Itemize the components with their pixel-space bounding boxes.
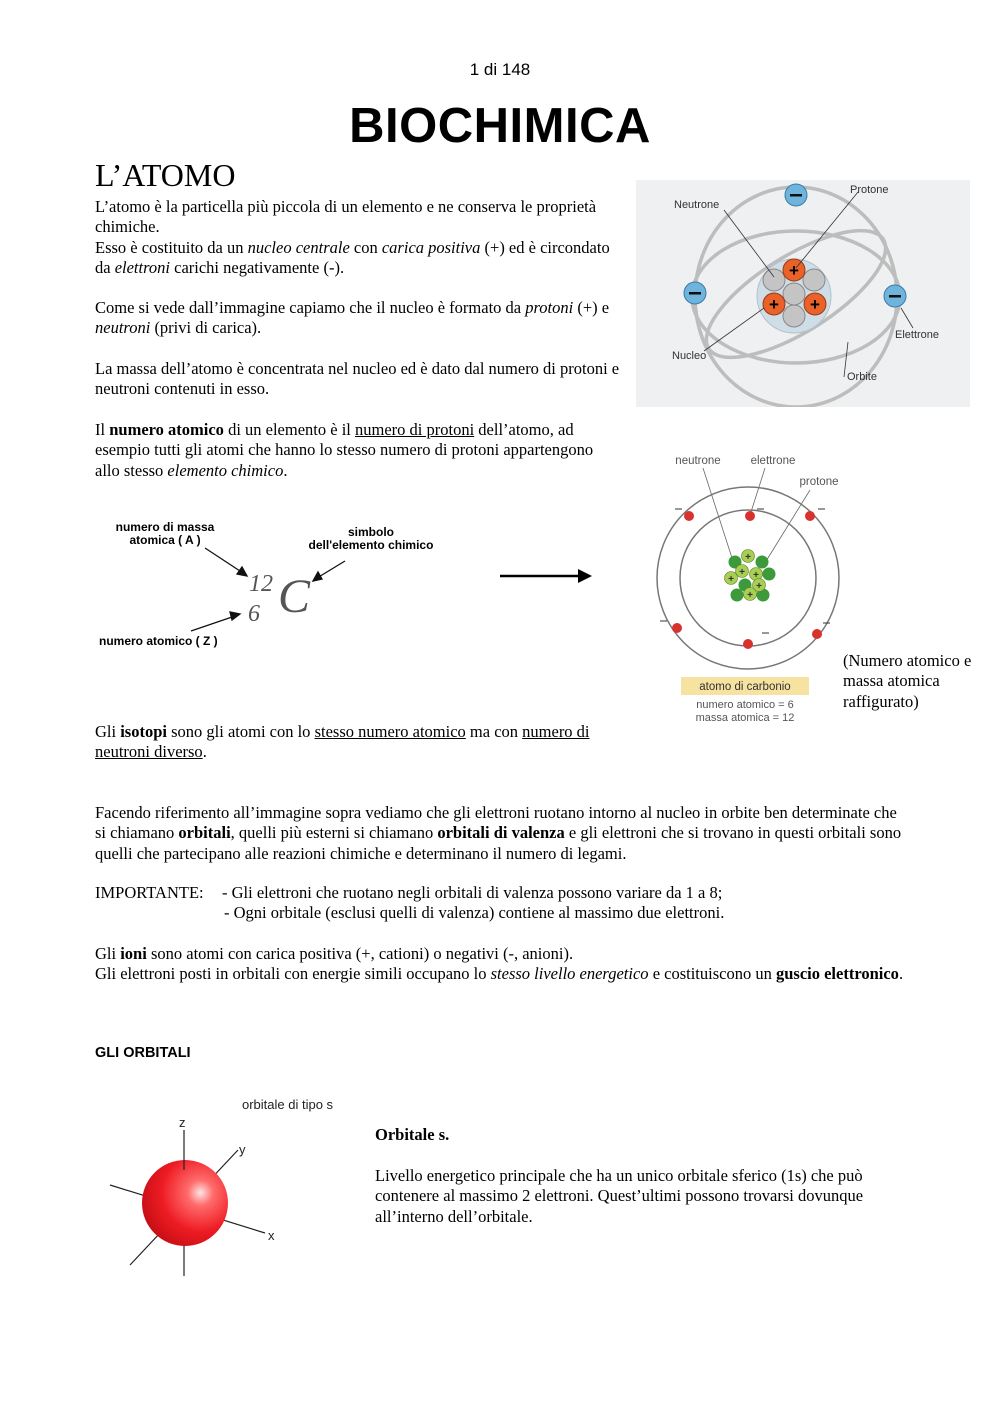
text-fragment: ma con: [465, 722, 523, 741]
text-fragment: sono atomi con carica positiva (+, cationi) o negativi (-, anioni).: [146, 944, 574, 963]
label-symbol-line2: dell'elemento chimico: [308, 538, 434, 552]
axis-label-x: x: [268, 1228, 275, 1243]
label-mass-number-line2: atomica ( A ): [129, 533, 201, 547]
orbit-inner: [680, 510, 816, 646]
electron: [745, 511, 755, 521]
svg-text:+: +: [728, 574, 734, 585]
neutron: [763, 269, 785, 291]
neutron: [783, 305, 805, 327]
italic-term: nucleo centrale: [247, 237, 350, 257]
axis-label-z: z: [179, 1115, 186, 1130]
label-protone: protone: [799, 476, 839, 488]
text-fragment: di un elemento è il: [223, 420, 355, 439]
page-number: 1 di 148: [469, 60, 531, 79]
label-neutrone: Neutrone: [674, 199, 720, 211]
atom-intro-paragraph: [95, 197, 620, 278]
important-label: IMPORTANTE:: [95, 883, 204, 902]
text-fragment: sono gli atomi con lo: [166, 722, 315, 741]
s-orbital-figure: [100, 1090, 370, 1280]
isotope-notation-figure: [95, 515, 455, 655]
text-fragment: e gli elettroni che si trovano in questi orbitali sono quelli che partecipano alle reazioni chimiche e determinano il numero di legami.: [95, 823, 902, 863]
text-fragment: .: [283, 460, 288, 480]
neutron: [803, 269, 825, 291]
bold-term: orbitali di valenza: [437, 823, 565, 843]
atomic-number-paragraph: [95, 420, 620, 481]
plus-sign: +: [789, 261, 799, 280]
orbital-s-description: Livello energetico principale che ha un unico orbitale sferico (1s) che può contenere al massimo 2 elettroni. Quest’ultimi possono trovarsi dovunque all’interno dell’orbitale.: [375, 1166, 864, 1226]
label-mass-number-line1: numero di massa: [115, 520, 215, 534]
text-fragment: Gli elettroni posti in orbitali con energie simili occupano lo: [95, 964, 491, 984]
axis-label-y: y: [239, 1142, 246, 1157]
italic-term: carica positiva: [381, 237, 481, 257]
electron: [812, 629, 822, 639]
neutron: [731, 589, 744, 602]
text-fragment: .: [202, 742, 207, 762]
text-fragment: e costituiscono un: [648, 964, 776, 984]
text-fragment: Gli: [95, 722, 121, 741]
label-neutrone: neutrone: [675, 455, 721, 467]
plus-sign: +: [810, 295, 820, 314]
text-fragment: , quelli più esterni si chiamano: [230, 823, 438, 843]
carbon-nucleus: [725, 550, 776, 602]
svg-text:+: +: [747, 590, 753, 601]
text-fragment: Esso è costituito da un: [95, 237, 248, 257]
text-fragment: (+) e: [573, 298, 610, 317]
electron: [684, 511, 694, 521]
element-symbol: C: [278, 570, 311, 623]
caption-title: atomo di carbonio: [699, 681, 791, 693]
s-orbital-sphere: [142, 1160, 228, 1246]
electron: [743, 639, 753, 649]
text-fragment: Gli: [95, 944, 121, 963]
caption-atomic-number: numero atomico = 6: [696, 699, 794, 711]
orbital-s-title: Orbitale s.: [375, 1125, 450, 1144]
bold-term: numero atomico: [109, 420, 224, 439]
italic-term: elettroni: [114, 257, 170, 277]
ions-paragraph: [95, 944, 910, 985]
text-fragment: (+) ed è circondato da: [95, 237, 610, 277]
section-heading-orbitals: GLI ORBITALI: [95, 1045, 191, 1061]
mass-number: 12: [249, 571, 273, 597]
important-item-1: - Gli elettroni che ruotano negli orbitali di valenza possono variare da 1 a 8;: [222, 883, 723, 902]
mass-paragraph: La massa dell’atomo è concentrata nel nucleo ed è dato dal numero di protoni e neutroni contenuti in esso.: [95, 359, 620, 399]
italic-term: stesso livello energetico: [490, 964, 649, 984]
carbon-figure-side-note: (Numero atomico e massa atomica raffigurato): [843, 651, 972, 711]
text-fragment: dell’atomo, ad esempio tutti gli atomi che hanno lo stesso numero di protoni appartengono allo stesso: [95, 420, 594, 480]
text-fragment: Facendo riferimento all’immagine sopra vediamo che gli elettroni ruotano intorno al nucleo in orbite ben determinate che si chiamano: [95, 803, 897, 843]
italic-term: neutroni: [95, 318, 151, 338]
label-protone: Protone: [850, 184, 889, 196]
carbon-atom-figure: [645, 448, 845, 728]
svg-text:+: +: [756, 581, 762, 592]
underlined-term: stesso numero atomico: [314, 722, 466, 741]
neutron: [763, 568, 776, 581]
label-elettrone: Elettrone: [895, 329, 940, 341]
electron: [672, 623, 682, 633]
text-fragment: carichi negativamente (-).: [170, 257, 345, 277]
underlined-term: numero di protoni: [355, 420, 475, 439]
text-fragment: L’atomo è la particella più piccola di un elemento e ne conserva le proprietà chimiche.: [95, 197, 597, 237]
text-fragment: .: [898, 964, 904, 984]
label-atomic-number: numero atomico ( Z ): [99, 634, 218, 648]
label-symbol-line1: simbolo: [347, 525, 395, 539]
text-fragment: Il: [95, 420, 110, 439]
svg-text:+: +: [739, 567, 745, 578]
bold-term: isotopi: [120, 722, 167, 741]
svg-text:+: +: [753, 570, 759, 581]
right-arrow-icon: [498, 566, 594, 586]
neutron: [783, 283, 805, 305]
bold-term: guscio elettronico: [775, 964, 899, 984]
bold-term: orbitali: [178, 823, 231, 843]
plus-sign: +: [769, 295, 779, 314]
neutron: [756, 556, 769, 569]
orbital-figure-label: orbitale di tipo s: [242, 1097, 334, 1112]
text-fragment: Come si vede dall’immagine capiamo che il nucleo è formato da: [95, 298, 526, 317]
underlined-term: numero di neutroni diverso: [95, 722, 590, 762]
label-nucleo: Nucleo: [672, 350, 707, 362]
nucleus-paragraph: [95, 298, 620, 339]
italic-term: protoni: [525, 298, 574, 317]
section-heading-atom: L’ATOMO: [95, 157, 236, 193]
isotopes-paragraph: [95, 722, 615, 763]
label-orbite: Orbite: [847, 371, 877, 383]
text-fragment: (privi di carica).: [150, 318, 262, 338]
document-title: BIOCHIMICA: [349, 99, 651, 153]
text-fragment: con: [349, 237, 382, 257]
svg-text:+: +: [745, 552, 751, 563]
label-elettrone: elettrone: [750, 455, 796, 467]
bold-term: ioni: [120, 944, 147, 963]
important-item-2: - Ogni orbitale (esclusi quelli di valenza) contiene al massimo due elettroni.: [224, 903, 725, 922]
atom-structure-figure: [636, 180, 970, 407]
italic-term: elemento chimico: [167, 460, 284, 480]
caption-atomic-mass: massa atomica = 12: [695, 712, 795, 724]
atomic-number: 6: [248, 601, 260, 627]
orbitals-paragraph: [95, 803, 910, 864]
electron: [805, 511, 815, 521]
